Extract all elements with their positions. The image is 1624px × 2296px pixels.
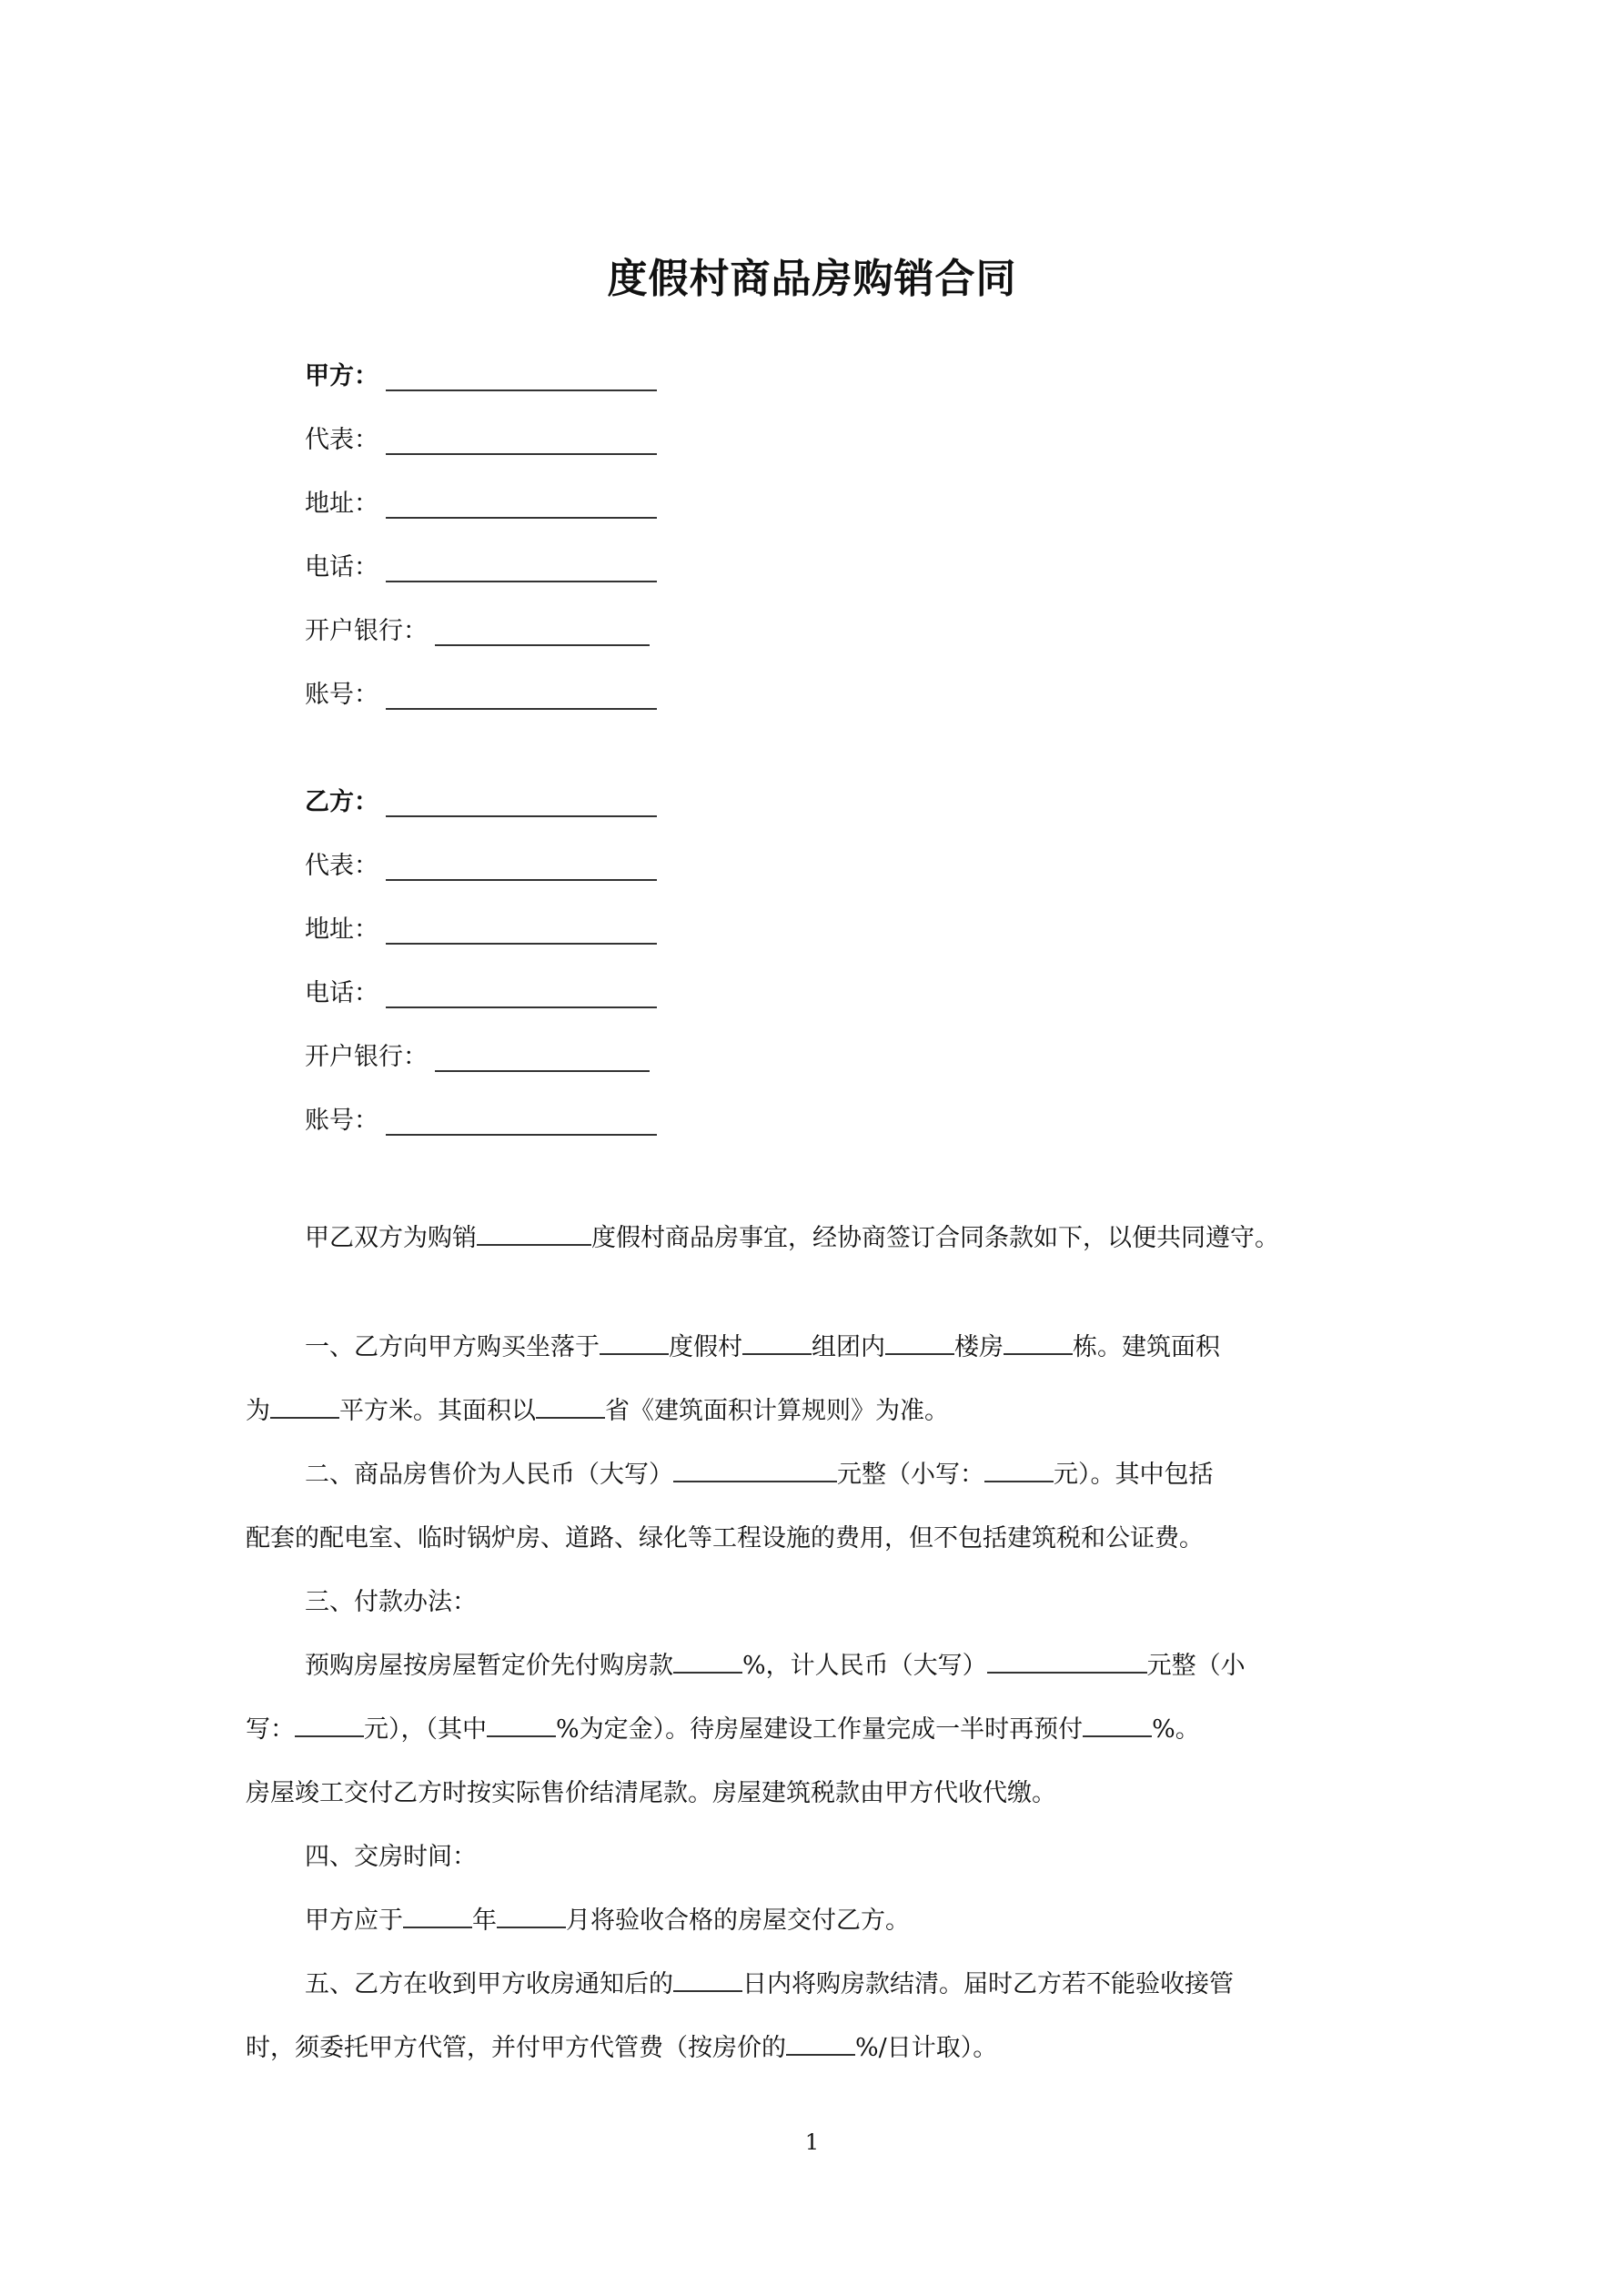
field-label: 代表： (305, 852, 378, 880)
party-a-representative-blank[interactable] (386, 426, 657, 455)
clause-text: 元）。其中包括 (1054, 1461, 1214, 1489)
unit-count-blank[interactable] (1004, 1330, 1073, 1355)
building-blank[interactable] (885, 1330, 954, 1355)
party-b-representative-blank[interactable] (386, 852, 657, 881)
party-b-label: 乙方： (305, 788, 378, 816)
province-blank[interactable] (536, 1393, 605, 1419)
field-label: 账号： (305, 1107, 378, 1135)
clause-text: 元整（小 (1146, 1652, 1246, 1680)
clause-text: 平方米。其面积以 (339, 1397, 536, 1425)
party-b-bank-field (305, 1036, 650, 1072)
second-prepay-percent-blank[interactable] (1083, 1712, 1152, 1737)
clause-text: %为定金）。待房屋建设工作量完成一半时再预付 (556, 1715, 1084, 1744)
prepay-percent-blank[interactable] (673, 1648, 742, 1674)
clause-text: 栋。建筑面积 (1073, 1333, 1220, 1361)
party-a-representative-field (305, 419, 657, 455)
delivery-month-blank[interactable] (497, 1903, 566, 1928)
clause-text: 为 (246, 1397, 270, 1425)
page-number: 1 (804, 2129, 820, 2155)
management-fee-percent-blank[interactable] (786, 2030, 855, 2056)
clause-2 (246, 1443, 1387, 1571)
clause-heading: 四、交房时间： (305, 1843, 477, 1871)
clause-text: 日内将购房款结清。届时乙方若不能验收接管 (742, 1970, 1234, 1998)
clause-text: 组团内 (812, 1333, 885, 1361)
clause-text: 一、乙方向甲方购买坐落于 (305, 1333, 600, 1361)
party-a-account-field (305, 673, 657, 710)
clause-text: 时，须委托甲方代管，并付甲方代管费（按房价的 (246, 2034, 786, 2062)
clause-text: 楼房 (954, 1333, 1004, 1361)
field-label: 电话： (305, 979, 378, 1007)
party-a-address-field (305, 482, 657, 519)
deposit-percent-blank[interactable] (487, 1712, 556, 1737)
resort-name-blank[interactable] (477, 1220, 591, 1246)
clause-text: 配套的配电室、临时锅炉房、道路、绿化等工程设施的费用，但不包括建筑税和公证费。 (246, 1524, 1204, 1553)
location-blank[interactable] (600, 1330, 669, 1355)
clause-text: 月将验收合格的房屋交付乙方。 (566, 1907, 910, 1935)
party-a-bank-blank[interactable] (435, 617, 650, 646)
clause-text: 元整（小写： (837, 1461, 984, 1489)
party-a-name-field (305, 355, 657, 391)
field-label: 账号： (305, 681, 378, 709)
party-b-account-field (305, 1099, 657, 1136)
clause-3 (246, 1571, 1387, 1826)
party-a-name-blank[interactable] (386, 362, 657, 391)
group-blank[interactable] (742, 1330, 812, 1355)
delivery-year-blank[interactable] (403, 1903, 472, 1928)
prepay-number-blank[interactable] (295, 1712, 364, 1737)
clause-heading: 三、付款办法： (305, 1588, 477, 1616)
clause-5 (246, 1953, 1387, 2080)
clause-text: %/日计取）。 (855, 2034, 998, 2062)
party-a-address-blank[interactable] (386, 490, 657, 519)
document-title: 度假村商品房购销合同 (607, 256, 1017, 302)
party-b-phone-field (305, 972, 657, 1008)
field-label: 代表： (305, 426, 378, 454)
party-b-address-blank[interactable] (386, 915, 657, 945)
party-b-phone-blank[interactable] (386, 979, 657, 1008)
price-uppercase-blank[interactable] (673, 1457, 837, 1482)
party-b-name-field (305, 781, 657, 817)
clause-text: 甲方应于 (305, 1907, 403, 1935)
intro-text-a: 甲乙双方为购销 (305, 1224, 477, 1252)
party-a-account-blank[interactable] (386, 681, 657, 710)
party-a-phone-field (305, 546, 657, 582)
clause-text: %，计人民币（大写） (742, 1652, 987, 1680)
party-b-account-blank[interactable] (386, 1107, 657, 1136)
party-a-bank-field (305, 610, 650, 646)
clause-text: 房屋竣工交付乙方时按实际售价结清尾款。房屋建筑税款由甲方代收代缴。 (246, 1779, 1056, 1807)
field-label: 开户银行： (305, 617, 428, 645)
party-a-label: 甲方： (305, 362, 378, 390)
party-b-name-blank[interactable] (386, 788, 657, 817)
clause-text: 五、乙方在收到甲方收房通知后的 (305, 1970, 673, 1998)
field-label: 地址： (305, 915, 378, 944)
area-blank[interactable] (270, 1393, 339, 1419)
intro-paragraph (246, 1207, 1387, 1270)
clause-text: 预购房屋按房屋暂定价先付购房款 (305, 1652, 673, 1680)
clause-text: 省《建筑面积计算规则》为准。 (605, 1397, 949, 1425)
party-a-phone-blank[interactable] (386, 553, 657, 582)
clause-1 (246, 1316, 1387, 1443)
party-b-representative-field (305, 845, 657, 881)
clause-text: 度假村 (669, 1333, 742, 1361)
clause-text: 写： (246, 1715, 295, 1744)
party-b-address-field (305, 908, 657, 945)
party-b-bank-blank[interactable] (435, 1043, 650, 1072)
clause-text: %。 (1152, 1715, 1200, 1744)
clause-text: 元），（其中 (364, 1715, 487, 1744)
price-number-blank[interactable] (984, 1457, 1054, 1482)
clause-text: 年 (472, 1907, 497, 1935)
clause-text: 二、商品房售价为人民币（大写） (305, 1461, 673, 1489)
intro-text-b: 度假村商品房事宜，经协商签订合同条款如下，以便共同遵守。 (591, 1224, 1279, 1252)
clause-4 (246, 1826, 1387, 1953)
prepay-uppercase-blank[interactable] (987, 1648, 1147, 1674)
field-label: 开户银行： (305, 1043, 428, 1071)
field-label: 地址： (305, 490, 378, 518)
field-label: 电话： (305, 553, 378, 582)
settlement-days-blank[interactable] (673, 1967, 742, 1992)
